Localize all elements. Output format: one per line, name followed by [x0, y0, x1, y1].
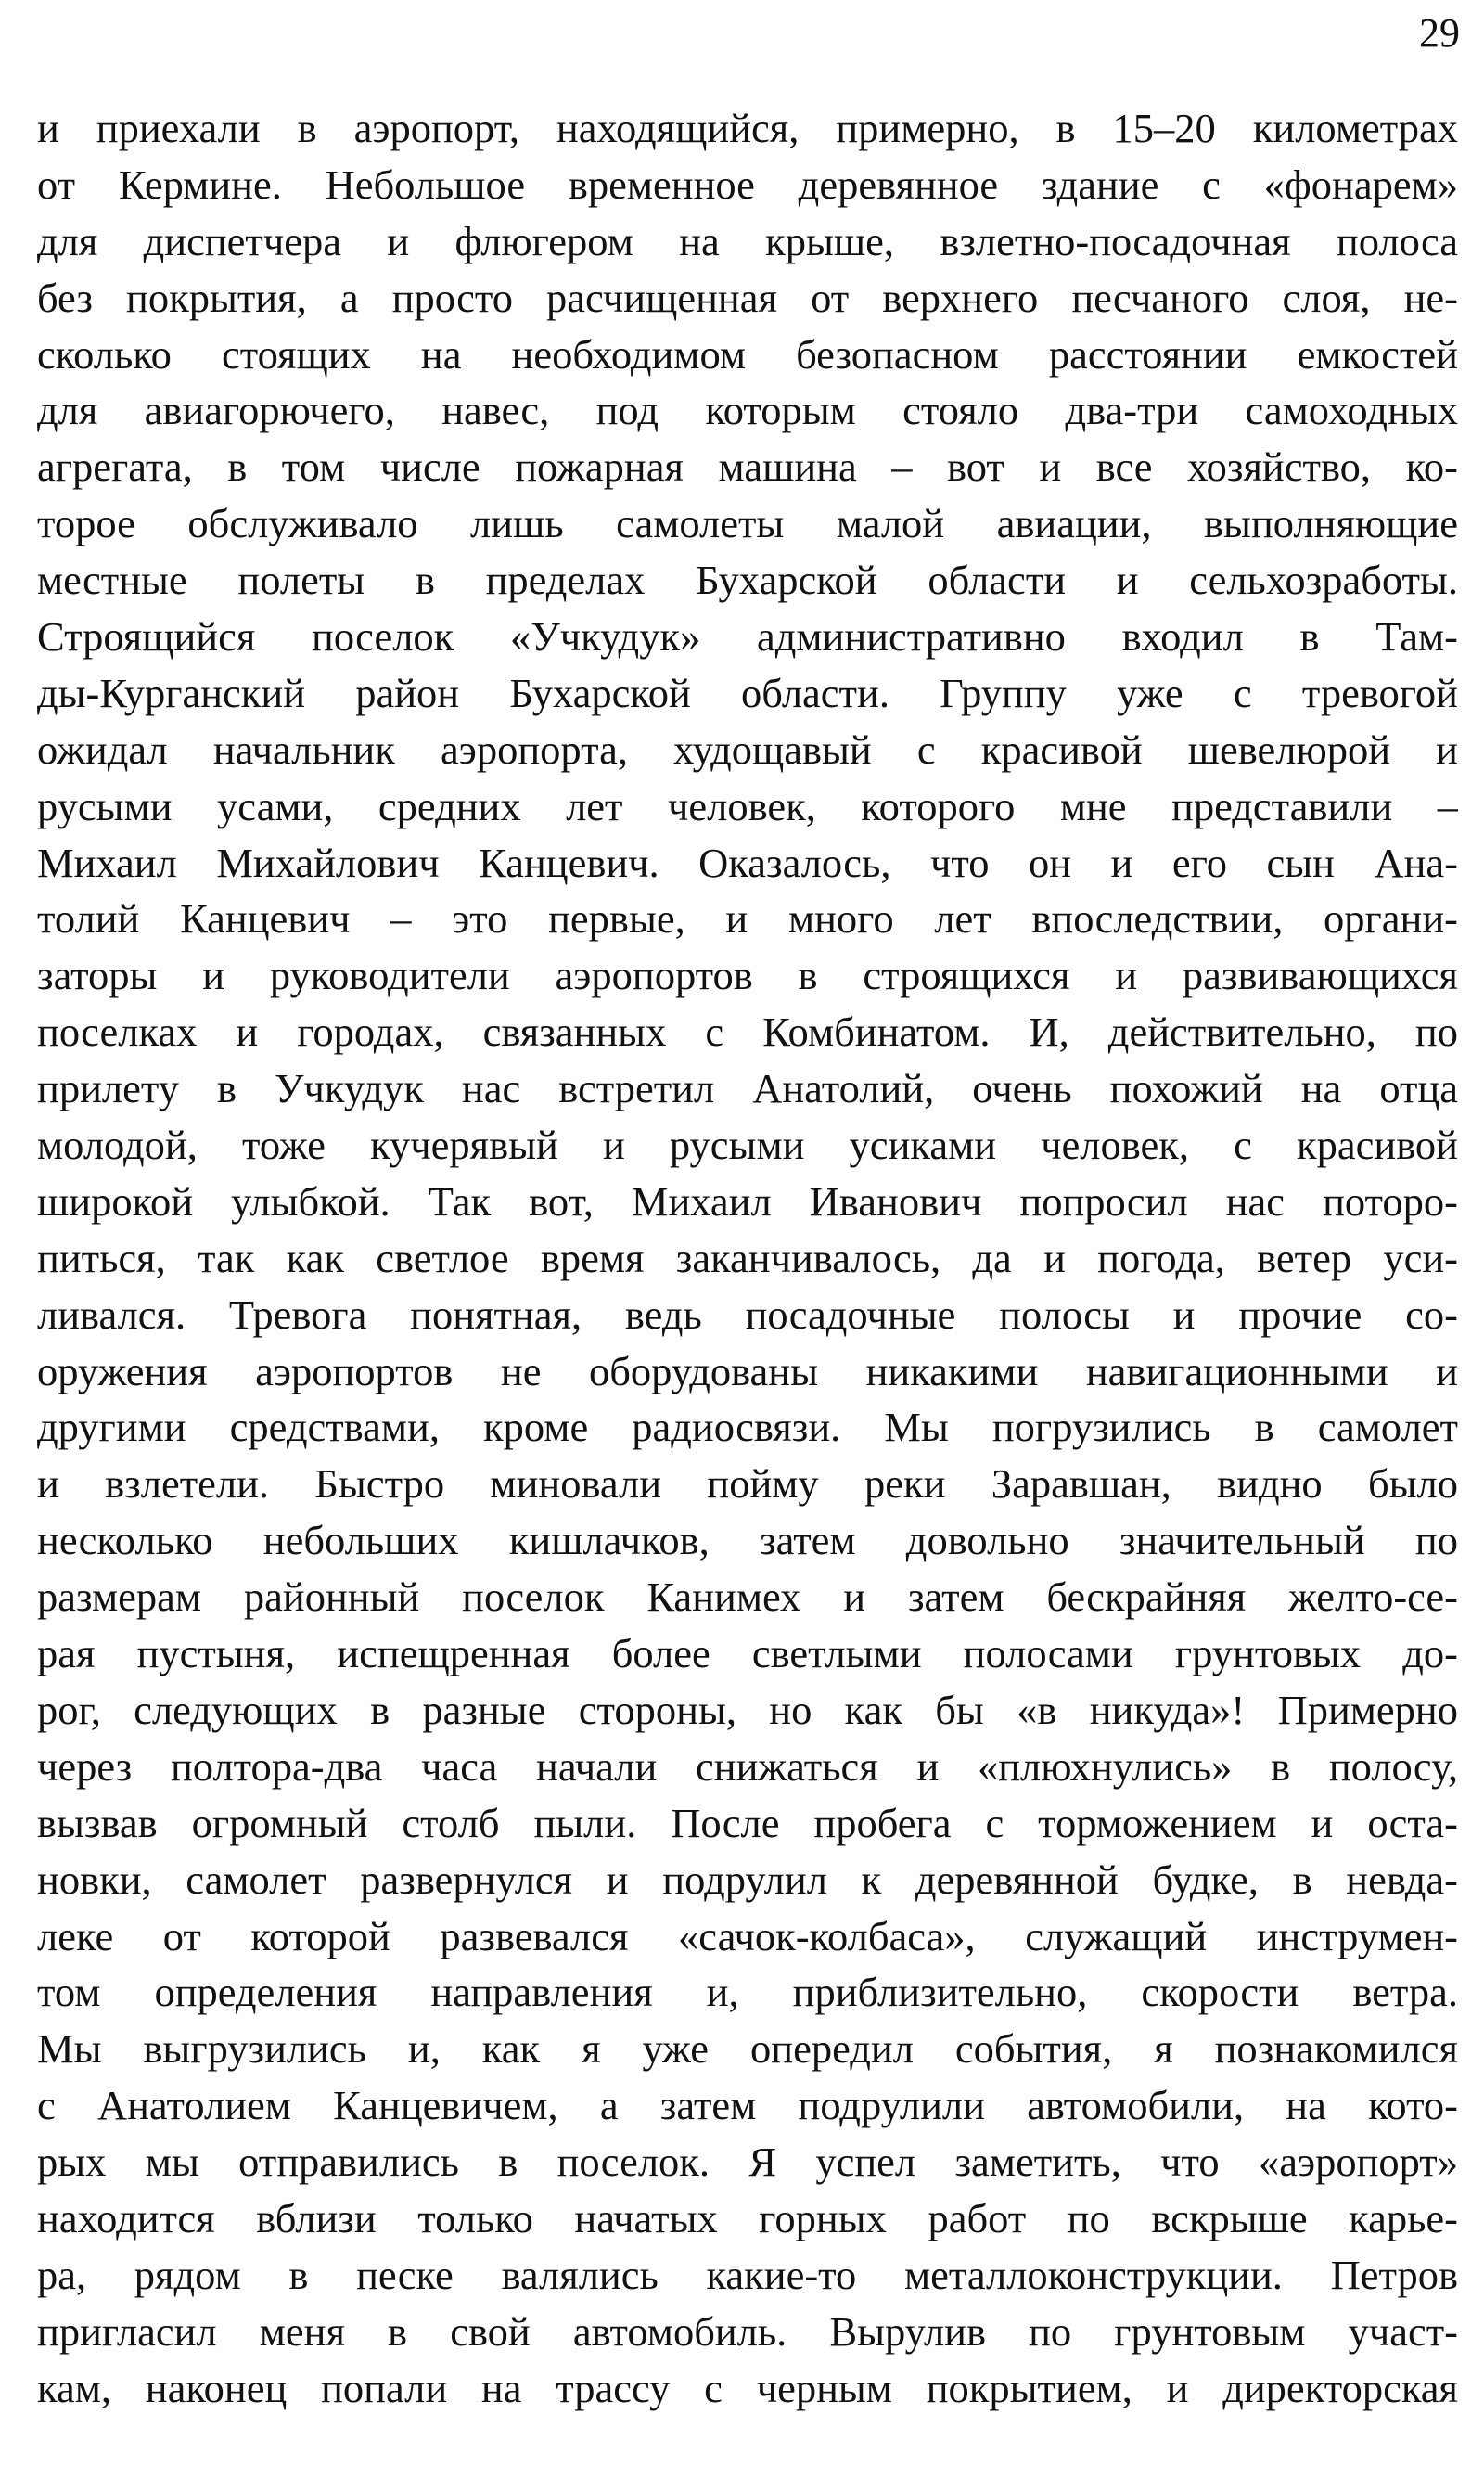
text-line: рог, следующих в разные стороны, но как бы «в никуда»! Примерно [37, 1686, 1458, 1733]
text-line: и приехали в аэропорт, находящийся, примерно, в 15–20 километрах [37, 105, 1458, 151]
text-line: ожидал начальник аэропорта, худощавый с красивой шевелюрой и [37, 726, 1458, 773]
text-line: находится вблизи только начатых горных работ по вскрыше карье- [37, 2194, 1458, 2241]
text-line: прилету в Учкудук нас встретил Анатолий, очень похожий на отца [37, 1065, 1458, 1112]
text-line: заторы и руководители аэропортов в строящихся и развивающихся [37, 952, 1458, 999]
text-line: для диспетчера и флюгером на крыше, взлетно-посадочная полоса [37, 217, 1458, 264]
text-line: вызвав огромный столб пыли. После пробега с торможением и оста- [37, 1799, 1458, 1846]
text-line: леке от которой развевался «сачок-колбаса», служащий инструмен- [37, 1912, 1458, 1959]
text-line: рых мы отправились в поселок. Я успел заметить, что «аэропорт» [37, 2138, 1458, 2186]
text-line: через полтора-два часа начали снижаться и «плюхнулись» в полосу, [37, 1742, 1458, 1790]
text-line: ливался. Тревога понятная, ведь посадочные полосы и прочие со- [37, 1291, 1458, 1338]
text-line: толий Канцевич – это первые, и много лет впоследствии, органи- [37, 895, 1458, 943]
text-line: для авиагорючего, навес, под которым стояло два-три самоходных [37, 387, 1458, 434]
text-line: другими средствами, кроме радиосвязи. Мы погрузились в самолет [37, 1404, 1458, 1451]
text-line: размерам районный поселок Канимех и затем бескрайняя желто-се- [37, 1573, 1458, 1621]
text-line: новки, самолет развернулся и подрулил к деревянной будке, в невда- [37, 1856, 1458, 1903]
text-line: ды-Курганский район Бухарской области. Группу уже с тревогой [37, 669, 1458, 716]
page-number: 29 [1419, 10, 1460, 56]
text-line: оружения аэропортов не оборудованы никакими навигационными и [37, 1347, 1458, 1394]
text-line: рая пустыня, испещренная более светлыми полосами грунтовых до- [37, 1630, 1458, 1677]
text-line: кам, наконец попали на трассу с черным покрытием, и директорская [37, 2364, 1458, 2411]
text-line: торое обслуживало лишь самолеты малой авиации, выполняющие [37, 500, 1458, 547]
text-line: широкой улыбкой. Так вот, Михаил Иванович попросил нас поторо- [37, 1177, 1458, 1225]
text-line: русыми усами, средних лет человек, которого мне представили – [37, 782, 1458, 829]
text-line: ра, рядом в песке валялись какие-то металлоконструкции. Петров [37, 2251, 1458, 2298]
text-line: Мы выгрузились и, как я уже опередил события, я познакомился [37, 2025, 1458, 2073]
text-line: без покрытия, а просто расчищенная от верхнего песчаного слоя, не- [37, 274, 1458, 321]
text-line: молодой, тоже кучерявый и русыми усиками человек, с красивой [37, 1122, 1458, 1169]
text-line: агрегата, в том числе пожарная машина – вот и все хозяйство, ко- [37, 443, 1458, 491]
text-line: и взлетели. Быстро миновали пойму реки Заравшан, видно было [37, 1460, 1458, 1508]
text-line: Строящийся поселок «Учкудук» административно входил в Там- [37, 613, 1458, 661]
text-line: поселках и городах, связанных с Комбинатом. И, действительно, по [37, 1008, 1458, 1056]
text-line: местные полеты в пределах Бухарской области и сельхозработы. [37, 557, 1458, 604]
text-line: сколько стоящих на необходимом безопасном расстоянии емкостей [37, 330, 1458, 378]
text-line: том определения направления и, приблизительно, скорости ветра. [37, 1969, 1458, 2016]
text-line: Михаил Михайлович Канцевич. Оказалось, что он и его сын Ана- [37, 839, 1458, 886]
text-line: пригласил меня в свой автомобиль. Вырулив по грунтовым участ- [37, 2307, 1458, 2355]
text-line: от Кермине. Небольшое временное деревянное здание с «фонарем» [37, 161, 1458, 208]
text-line: питься, так как светлое время заканчивалось, да и погода, ветер уси- [37, 1234, 1458, 1281]
text-line: с Анатолием Канцевичем, а затем подрулили автомобили, на кото- [37, 2082, 1458, 2129]
text-line: несколько небольших кишлачков, затем довольно значительный по [37, 1517, 1458, 1564]
body-text [37, 100, 1458, 2417]
